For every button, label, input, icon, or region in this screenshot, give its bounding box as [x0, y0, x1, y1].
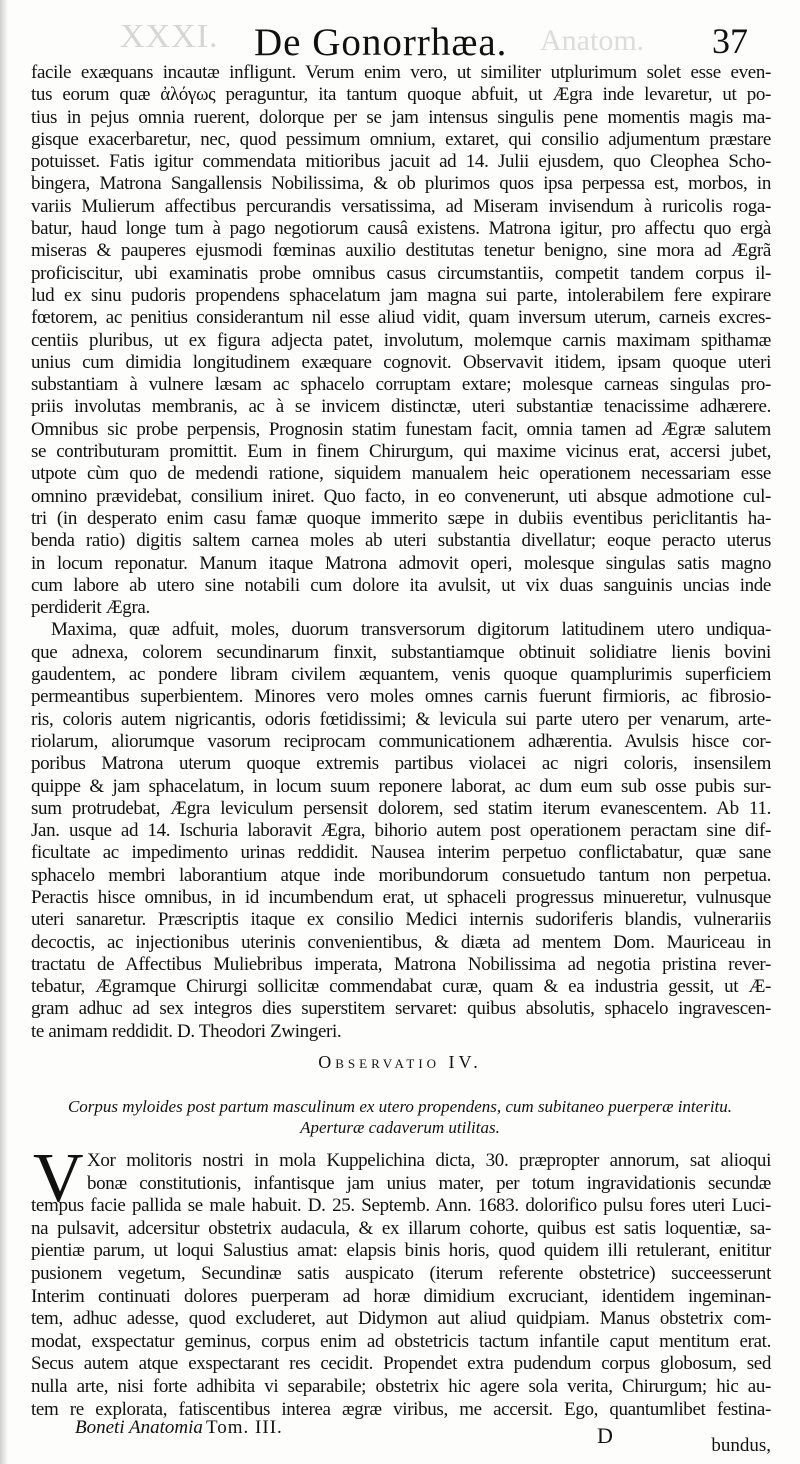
observation-text-line: na pulsavit, adcersitur obstetrix audacula, & ex illarum cohorte, quibus est satis loquentiæ, sa-	[31, 1217, 771, 1239]
text-line: sum protrudebat, Ægra leviculum persensit dolorem, sed statim iterum evanescentem. Ab 11.	[31, 797, 771, 819]
bleed-through-text-right: Anatom.	[540, 24, 645, 57]
text-line: cum labore ab utero sine notabili cum dolore ita avulsit, ut vix duas sanguinis uncias inde	[31, 574, 771, 596]
observation-text-line: modat, exspectatur geminus, corpus enim ad obstetricis tactum infantile caput mentitum erat.	[31, 1330, 771, 1352]
text-line: substantiam à vulnere læsam ac sphacelo corruptam extare; molesque carneas singulas pro-	[31, 374, 771, 396]
main-text-block	[31, 62, 771, 1043]
text-line: sphacelo membri laborantium atque inde moribundorum consuetudo tantum non perpetua.	[31, 864, 771, 886]
text-line: Maxima, quæ adfuit, moles, duorum transversorum digitorum latitudinem utero undiqua-	[51, 619, 771, 641]
observation-text-line: tem, adhuc adesse, quod excluderet, aut Didymon aut aliud quidpiam. Manus obstetrix com-	[31, 1308, 771, 1330]
text-line: batur, haud longe tum à pago negotiorum causâ existens. Matrona igitur, pro affectu quo ergà	[31, 218, 771, 240]
text-line: tebatur, Ægramque Chirurgi sollicitæ commendabat curæ, quam & ea industria gessit, ut Æ-	[31, 976, 771, 998]
text-line: permeantibus superbientem. Minores vero moles omnes carnis fuerunt firmioris, ac fibrosio-	[31, 686, 771, 708]
observation-text-line: Xor molitoris nostri in mola Kuppelichina dicta, 30. præpropter annorum, sat alioqui	[87, 1150, 771, 1171]
catchword: bundus,	[711, 1435, 771, 1456]
text-line: in locum reponatur. Manum itaque Matrona admovit operi, molesque singulas satis magno	[31, 552, 771, 574]
text-line: Omnibus sic probe perpensis, Prognosin statim funestam facit, omnia tamen ad Ægræ salutem	[31, 418, 771, 440]
text-line: riolarum, aliorumque vasorum reciprocam communicationem adhærentia. Avulsis hisce cor-	[31, 730, 771, 752]
text-line: ficultate ac impedimento urinas reddidit. Nausea interim perpetuo conflictabatur, quæ sane	[31, 842, 771, 864]
text-line: gisque exacerbaretur, nec, quod pessimum omnium, extaret, qui consilio adjumentum præstare	[31, 128, 771, 150]
text-line: omnino prævidebat, consilium iniret. Quo facto, in eo convenerunt, uti absque admotione cul-	[31, 485, 771, 507]
text-line: proficiscitur, ubi examinatis probe omnibus casus circumstantiis, competit tandem corpus il-	[31, 262, 771, 284]
page-edge-shadow	[0, 0, 8, 1464]
text-line: uteri sanaretur. Præscriptis itaque ex consilio Medici internis sudoriferis blandis, vulnerariis	[31, 909, 771, 931]
text-line: gram adhuc ad sex integros dies superstitem servaret: quibus absolutis, sphacelo ingravescen-	[31, 998, 771, 1020]
text-line: Jan. usque ad 14. Ischuria laboravit Ægra, bihorio autem post operationem peractam sine dif-	[31, 820, 771, 842]
text-line: unius cum dimidia longitudinem exæquare cognovit. Observavit itidem, ipsam quoque uteri	[31, 351, 771, 373]
text-line: que adnexa, colorem secundinarum finxit, substantiamque obtinuit solidiatre lienis bovini	[31, 641, 771, 663]
observation-text-line: pientiæ parum, ut loqui Salustius amat: elapsis binis horis, quod quidem illi retulerant, enititur	[31, 1240, 771, 1262]
observation-text-block	[31, 1150, 771, 1421]
running-title: De Gonorrhæa.	[254, 21, 508, 64]
observation-text-line: bonæ constitutionis, infantisque jam unius mater, per totum ingravidationis secundæ	[87, 1172, 771, 1194]
observation-text-line: Interim continuati dolores puerperam ad horæ dimidium excruciant, identidem ingeminan-	[31, 1285, 771, 1307]
signature-title: Boneti Anatomia	[75, 1417, 203, 1438]
text-line: tri (in desperato enim casu famæ quoque immerito sæpe in dubiis eventibus periclitantis ha-	[31, 507, 771, 529]
signature-mark: D	[597, 1423, 613, 1448]
text-line: variis Mulierum affectibus percurandis versatissima, ad Miseram invisendum à ruricolis roga-	[31, 195, 771, 217]
observation-text-line: tem re explorata, fatiscentibus interea ægræ viribus, me accersit. Ego, quantumlibet festina-	[31, 1398, 771, 1420]
observation-subtitle-second: Aperturæ cadaverum utilitas.	[300, 1118, 500, 1137]
observation-text-line: pusionem vegetum, Secundinæ satis auspicato (iterum referente obstetrice) succeesserunt	[31, 1262, 771, 1284]
text-line: quippe & jam sphacelatum, in locum suum reponere laborat, ac dum eum sub osse pubis sur-	[31, 775, 771, 797]
observation-text-line: nulla arte, nisi forte adhibita vi separabile; obstetrix hic agere sola verita, Chirurgum; hic au-	[31, 1375, 771, 1397]
text-line: tus eorum quæ ἀλόγως peraguntur, ita tantum quoque abfuit, ut Ægra inde levaretur, ut po-	[31, 84, 771, 106]
observation-text-line: Secus autem atque exspectarant res cecidit. Propendet extra pudendum corpus globosum, sed	[31, 1353, 771, 1375]
text-line: facile exæquans incautæ infligunt. Verum enim vero, ut similiter utplurimum solet esse even-	[31, 62, 771, 83]
drop-cap-initial: V	[33, 1140, 84, 1217]
volume-label: Tom. III.	[206, 1417, 283, 1438]
text-line: perdiderit Ægra.	[31, 597, 150, 619]
observation-heading: Observatio IV.	[318, 1052, 482, 1072]
text-line: bingera, Matrona Sangallensis Nobilissima, & ob plurimos quos ipsa perpessa est, morbos, in	[31, 173, 771, 195]
text-line: potuisset. Fatis igitur commendata mitioribus jacuit ad 14. Julii ejusdem, quo Cleophea Scho-	[31, 151, 771, 173]
observation-text-line: tempus facie pallida se male habuit. D. 25. Septemb. Ann. 1683. dolorifico pulsu fores uteri Luci-	[31, 1195, 771, 1217]
bleed-through-text-left: XXXI.	[120, 18, 219, 55]
text-line: gaudentem, ac pondere libram civilem æquantem, venis quoque quamplurimis superficiem	[31, 664, 771, 686]
text-line: utpote cùm quo de medendi ratione, siquidem manualem heic operationem necessariam esse	[31, 463, 771, 485]
text-line: priis involutas membranis, ac à se invicem distinctæ, uteri substantiæ tenacissime adhærere.	[31, 396, 771, 418]
text-line: fœtorem, ac penitius considerantum nil esse aliud vidit, quam inversum uterum, carneis excres-	[31, 307, 771, 329]
text-line: benda ratio) digitis saltem carnea moles ab uteri substantia divellatur; eoque peracto uterus	[31, 530, 771, 552]
text-line: lud ex sinu pudoris propendens sphacelatum jam magna sui parte, intolerabilem fere expirare	[31, 284, 771, 306]
text-line: poribus Matrona uterum quoque extremis partibus violacei ac nigri coloris, insensilem	[31, 753, 771, 775]
text-line: te animam reddidit. D. Theodori Zwingeri.	[31, 1020, 342, 1042]
observation-subtitle: Corpus myloides post partum masculinum ex utero propendens, cum subitaneo puerperæ interitu.	[67, 1097, 733, 1116]
text-line: centiis pluribus, ut ex figura adjecta patet, involutum, molemque carnis maximam spithamæ	[31, 329, 771, 351]
text-line: se contributuram promittit. Eum in finem Chirurgum, qui maxime vicinus erat, accersi jubet,	[31, 441, 771, 463]
text-line: decoctis, ac injectionibus uterinis convenientibus, & diæta ad mentem Dom. Mauriceau in	[31, 931, 771, 953]
page-number: 37	[712, 21, 748, 61]
text-line: tius in pejus omnia ruerent, dolorque per se jam intensus singulis pene momentis magis ma-	[31, 106, 771, 128]
text-line: miseras & pauperes ejusmodi fœminas auxilio destitutas tenetur benigno, sine mora ad Ægrã	[31, 240, 771, 262]
text-line: Peractis hisce omnibus, in id incumbendum erat, ut sphaceli progressus minueretur, vulnusque	[31, 886, 771, 908]
text-line: ris, coloris autem nigricantis, odoris fœtidissimi; & levicula sui parte utero per venarum, arte-	[31, 708, 771, 730]
text-line: tractatu de Affectibus Muliebribus imperata, Matrona Nobilissima ad negotia pristina rever-	[31, 953, 771, 975]
